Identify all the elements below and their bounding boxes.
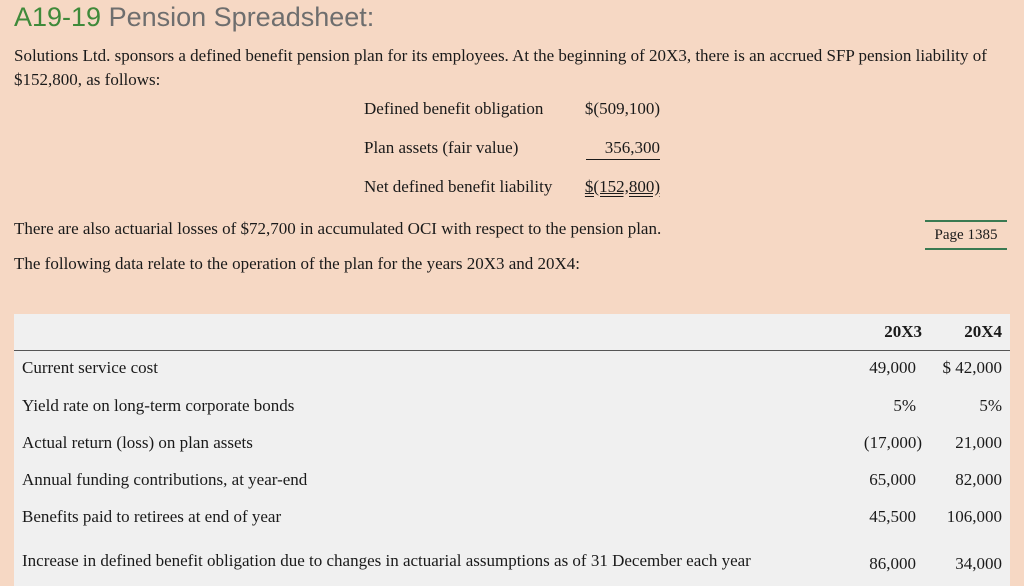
table-row xyxy=(14,501,1010,537)
table-row xyxy=(14,427,1010,463)
row-label: Annual funding contributions, at year-end xyxy=(22,470,308,489)
data-paragraph: The following data relate to the operation of the plan for the years 20X3 and 20X4: xyxy=(14,254,581,273)
cell-20x4: 34,000 xyxy=(955,554,1002,573)
title-text: Pension Spreadsheet: xyxy=(108,2,375,32)
liability-value: 356,300 xyxy=(586,138,660,160)
cell-20x3: 49,000 xyxy=(869,358,916,377)
losses-paragraph: There are also actuarial losses of $72,700 in accumulated OCI with respect to the pension plan. xyxy=(14,219,662,238)
row-label: Current service cost xyxy=(22,358,158,377)
liability-label: Plan assets (fair value) xyxy=(364,138,519,157)
row-label: Actual return (loss) on plan assets xyxy=(22,433,253,452)
column-header-20x4: 20X4 xyxy=(964,322,1002,341)
cell-20x4: 5% xyxy=(979,396,1002,415)
table-row xyxy=(14,464,1010,500)
row-label: Increase in defined benefit obligation due to changes in actuarial assumptions as of 31 December each year xyxy=(22,551,751,570)
cell-20x3: (17,000) xyxy=(863,433,922,452)
cell-20x4: $ 42,000 xyxy=(942,358,1002,377)
table-row xyxy=(14,390,1010,426)
table-row xyxy=(14,352,1010,388)
column-header-20x3: 20X3 xyxy=(884,322,922,341)
page-reference: Page 1385 xyxy=(925,220,1007,250)
row-label: Benefits paid to retirees at end of year xyxy=(22,507,282,526)
row-label: Yield rate on long-term corporate bonds xyxy=(22,396,295,415)
cell-20x4: 82,000 xyxy=(955,470,1002,489)
cell-20x3: 5% xyxy=(893,396,916,415)
cell-20x4: 21,000 xyxy=(955,433,1002,452)
page-title xyxy=(14,0,374,34)
liability-value: $(509,100) xyxy=(584,99,660,118)
title-number: A19-19 xyxy=(14,2,102,32)
liability-row-plan-assets xyxy=(364,135,664,174)
cell-20x4: 106,000 xyxy=(946,507,1002,526)
liability-row-dbo xyxy=(364,96,664,135)
table-row xyxy=(14,545,1010,581)
cell-20x3: 45,500 xyxy=(869,507,916,526)
cell-20x3: 86,000 xyxy=(869,554,916,573)
liability-row-net xyxy=(364,174,664,213)
liability-label: Defined benefit obligation xyxy=(364,99,544,118)
intro-paragraph: Solutions Ltd. sponsors a defined benefit pension plan for its employees. At the beginning of 20X3, there is an accrued SFP pension liability of $152,800, as follows: xyxy=(14,46,987,89)
liability-label: Net defined benefit liability xyxy=(364,177,553,196)
table-header xyxy=(14,314,1010,351)
liability-summary xyxy=(364,96,664,213)
liability-value: $(152,800) xyxy=(584,177,660,196)
cell-20x3: 65,000 xyxy=(869,470,916,489)
pension-data-table xyxy=(14,314,1010,586)
